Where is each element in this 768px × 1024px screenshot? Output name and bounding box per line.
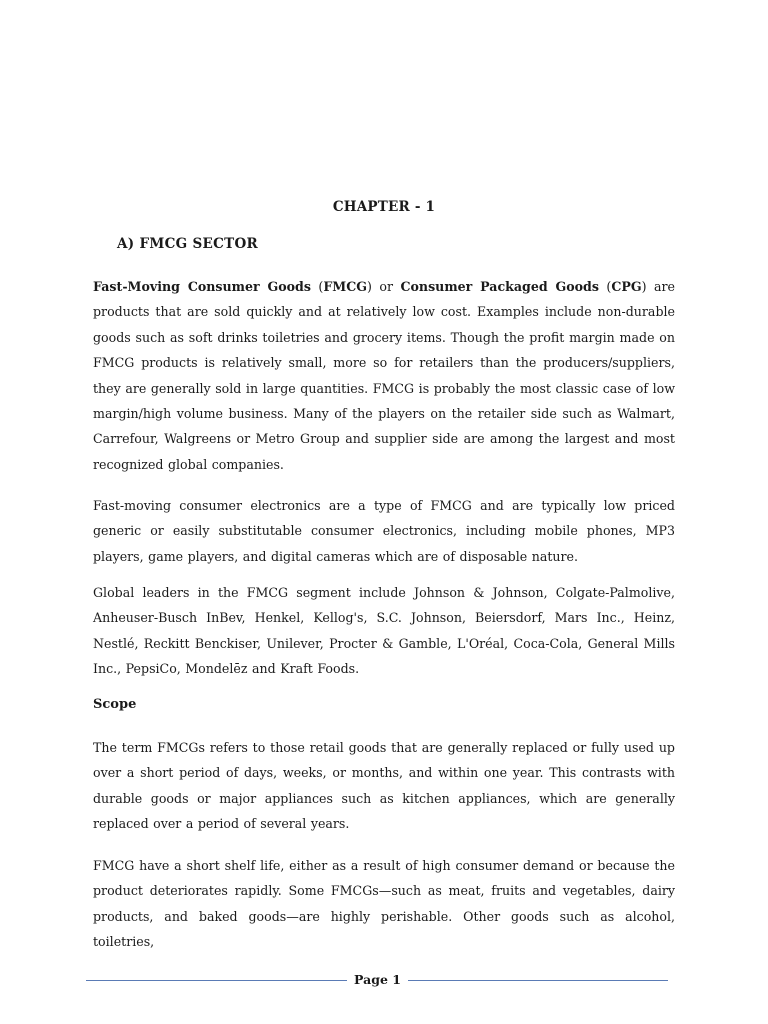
- abbr-close-1: ) or: [367, 279, 401, 294]
- section-heading: A) FMCG SECTOR: [117, 236, 259, 252]
- footer-rule-left: [86, 980, 347, 981]
- paragraph-fmcg-definition: [93, 274, 675, 477]
- abbr-open-2: (: [598, 279, 612, 294]
- abbr-cpg: CPG: [611, 279, 642, 294]
- abbr-open-1: (: [310, 279, 324, 294]
- term-fmcg: Fast-Moving Consumer Goods: [93, 279, 311, 294]
- chapter-title: CHAPTER - 1: [332, 199, 436, 215]
- page-number: Page 1: [354, 972, 401, 987]
- paragraph-scope-definition: The term FMCGs refers to those retail goods that are generally replaced or fully used up over a short period of days, weeks, or months, and within one year. This contrasts with durable goods or major appliances such as kitchen appliances, which are generally replaced over a period of several years.: [93, 740, 675, 832]
- term-cpg: Consumer Packaged Goods: [400, 279, 599, 294]
- footer-rule-right: [408, 980, 668, 981]
- scope-heading: Scope: [93, 697, 137, 712]
- paragraph-consumer-electronics: Fast-moving consumer electronics are a type of FMCG and are typically low priced generic or easily substitutable consumer electronics, including mobile phones, MP3 players, game players, and digital cameras which are of disposable nature.: [93, 498, 675, 564]
- paragraph1-body: ) are products that are sold quickly and at relatively low cost. Examples include non-durable goods such as soft drinks toiletries and grocery items. Though the profit margin made on FMCG products is relatively small, more so for retailers than the producers/suppliers, they are generally sold in large quantities. FMCG is probably the most classic case of low margin/high volume business. Many of the players on the retailer side such as Walmart, Carrefour, Walgreens or Metro Group and supplier side are among the largest and most recognized global companies.: [93, 279, 675, 472]
- paragraph-global-leaders: Global leaders in the FMCG segment include Johnson & Johnson, Colgate-Palmolive, Anheuser-Busch InBev, Henkel, Kellog's, S.C. Johnson, Beiersdorf, Mars Inc., Heinz, Nestlé, Reckitt Benckiser, Unilever, Procter & Gamble, L'Oréal, Coca-Cola, General Mills Inc., PepsiCo, Mondelēz and Kraft Foods.: [93, 585, 675, 677]
- abbr-fmcg: FMCG: [323, 279, 368, 294]
- paragraph-shelf-life: FMCG have a short shelf life, either as a result of high consumer demand or because the product deteriorates rapidly. Some FMCGs—such as meat, fruits and vegetables, dairy products, and baked goods—are highly perishable. Other goods such as alcohol, toiletries,: [93, 858, 675, 950]
